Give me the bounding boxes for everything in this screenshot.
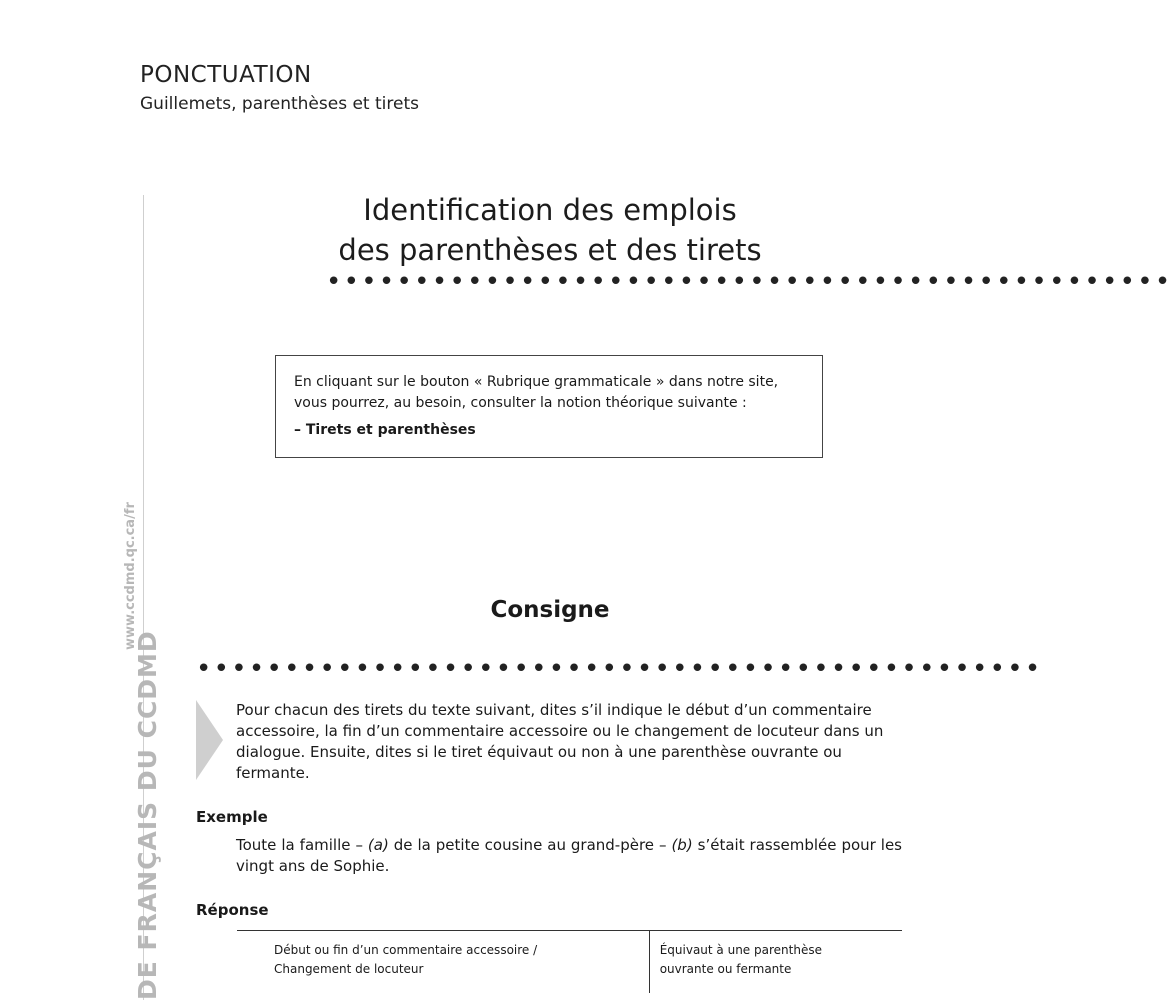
marker-a: (a)	[367, 836, 389, 854]
section-title: PONCTUATION	[140, 62, 312, 88]
consigne-dotted-divider: ••••••••••••••••••••••••••••••••••••••••••••••••	[196, 654, 1043, 684]
col1-line-1: Début ou fin d’un commentaire accessoire /	[274, 943, 538, 957]
col2-line-2: ouvrante ou fermante	[659, 962, 792, 976]
table-header-col-1	[237, 931, 649, 994]
table-header-col-2	[649, 931, 902, 994]
page-title-line-1: Identification des emplois	[363, 193, 737, 227]
page-title	[300, 190, 800, 270]
arrow-icon	[196, 700, 223, 780]
reponse-table	[237, 930, 902, 993]
info-notion-item: – Tirets et parenthèses	[294, 422, 476, 438]
exemple-part-2: de la petite cousine au grand-père –	[388, 836, 672, 854]
title-dotted-divider: ••••••••••••••••••••••••••••••••••••••••••••••••	[326, 267, 1173, 297]
col2-line-1: Équivaut à une parenthèse	[659, 943, 822, 957]
exemple-text	[236, 835, 902, 877]
info-text-line-2: vous pourrez, au besoin, consulter la notion théorique suivante :	[294, 395, 747, 411]
consigne-heading: Consigne	[490, 597, 610, 623]
col1-line-2: Changement de locuteur	[274, 962, 424, 976]
exemple-label: Exemple	[196, 808, 268, 826]
sidebar-title: DE FRANÇAIS DU CCDMD	[133, 630, 162, 1000]
page-title-line-2: des parenthèses et des tirets	[338, 233, 762, 267]
consigne-text: Pour chacun des tirets du texte suivant, dites s’il indique le début d’un commentaire accessoire, la fin d’un commentaire accessoire ou le changement de locuteur dans un dialogue. Ensuite, dites si le tiret équivaut ou non à une parenthèse ouvrante ou fermante.	[236, 701, 884, 782]
info-text-line-1: En cliquant sur le bouton « Rubrique grammaticale » dans notre site,	[294, 374, 779, 390]
exemple-part-1: Toute la famille –	[236, 836, 368, 854]
reponse-label: Réponse	[196, 901, 269, 919]
info-box	[275, 355, 823, 458]
section-subtitle: Guillemets, parenthèses et tirets	[140, 94, 419, 114]
marker-b: (b)	[671, 836, 693, 854]
table-header-row	[237, 931, 902, 994]
exemple-part-3: s’était rassemblée pour les vingt ans de Sophie.	[236, 836, 902, 875]
